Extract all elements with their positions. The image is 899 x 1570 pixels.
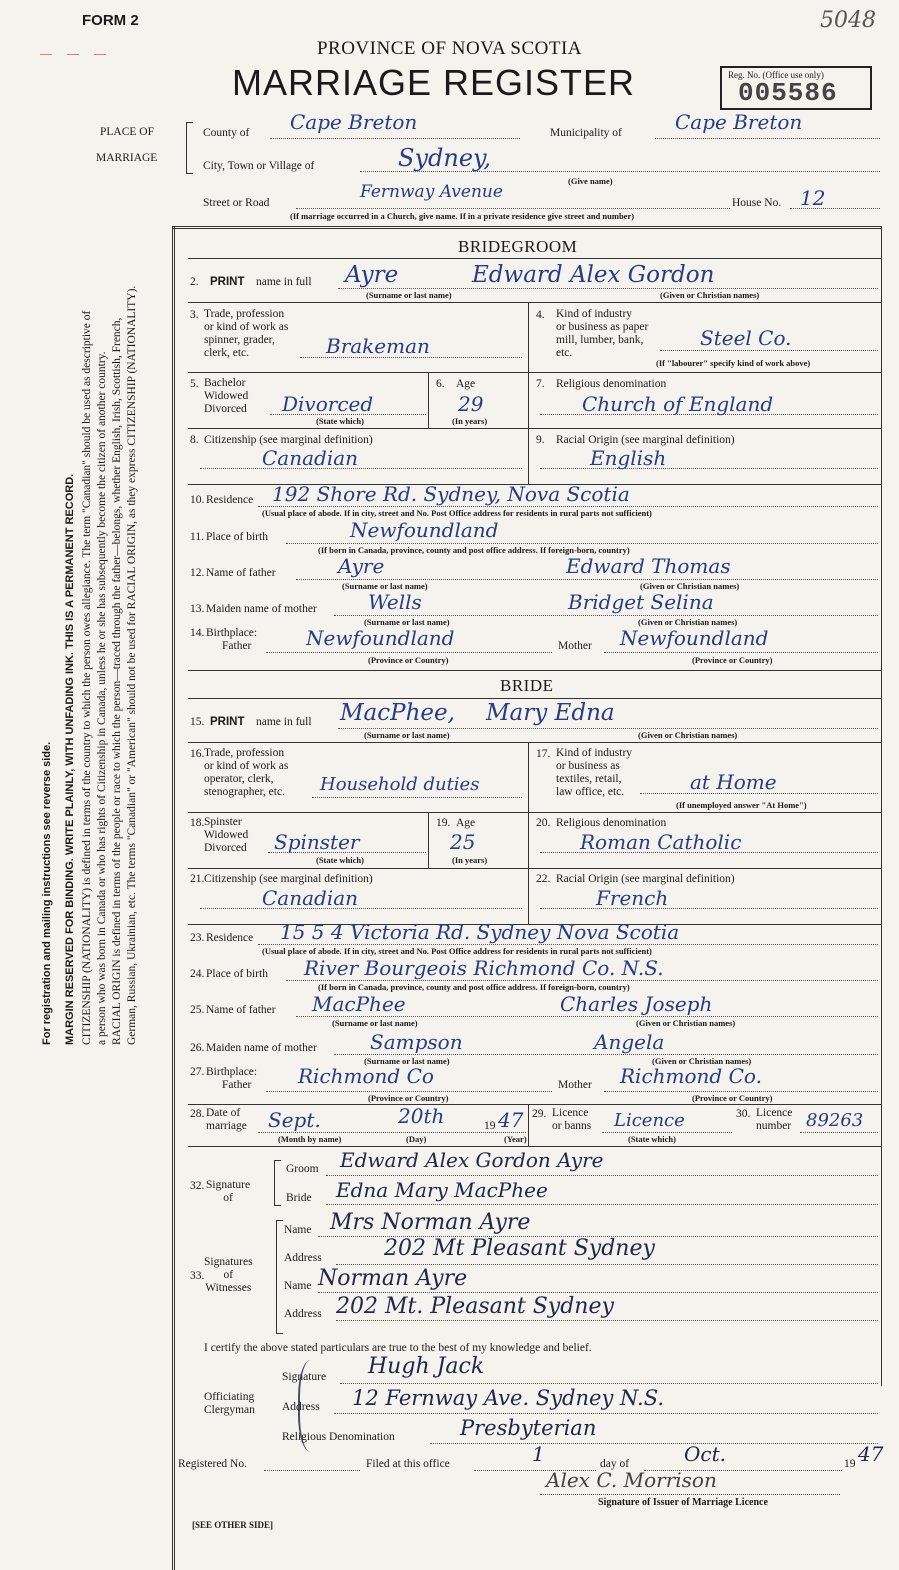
groom-age: 29 [458, 392, 484, 416]
bride-industry: at Home [690, 770, 777, 794]
bride-industry-label: Kind of industry or business as textiles, retail, law office, etc. [556, 747, 633, 798]
witness1-name: Mrs Norman Ayre [330, 1210, 531, 1235]
groom-citizenship-label: Citizenship (see marginal definition) [204, 434, 373, 446]
bride-racial-label: Racial Origin (see marginal definition) [556, 873, 735, 885]
place-bracket [186, 122, 193, 174]
date-label: Date of marriage [206, 1107, 247, 1132]
bride-citizenship: Canadian [262, 886, 359, 910]
bride-trade: Household duties [320, 774, 480, 795]
see-other-side: [SEE OTHER SIDE] [192, 1520, 274, 1530]
bride-father-label: Name of father [206, 1004, 276, 1016]
bride-age: 25 [450, 830, 476, 854]
bride-father-given: Charles Joseph [560, 992, 713, 1016]
groom-surname: Ayre [345, 262, 399, 288]
bride-religion-label: Religious denomination [556, 817, 667, 829]
groom-trade-label: Trade, profession or kind of work as spinner, grader, clerk, etc. [204, 308, 289, 359]
bride-residence-label: Residence [206, 932, 254, 944]
witness2-name: Norman Ayre [318, 1266, 468, 1291]
bride-status: Spinster [274, 830, 360, 854]
groom-mother-given: Bridget Selina [568, 590, 714, 614]
filed-label: Filed at this office [366, 1458, 450, 1470]
bride-citizenship-label: Citizenship (see marginal definition) [204, 873, 373, 885]
groom-religion: Church of England [582, 392, 774, 416]
bride-given: Mary Edna [486, 700, 615, 726]
witness1-address: 202 Mt Pleasant Sydney [384, 1236, 655, 1261]
groom-age-label: Age [456, 378, 476, 390]
bride-racial: French [596, 886, 669, 910]
bride-bp-mother: Richmond Co. [620, 1064, 762, 1088]
groom-print-label: PRINT [210, 276, 245, 288]
street-value: Fernway Avenue [360, 182, 503, 202]
filed-day: 1 [532, 1442, 545, 1466]
groom-industry-label: Kind of industry or business as paper mill, lumber, bank, etc. [556, 308, 649, 359]
groom-status-label: Bachelor Widowed Divorced [204, 377, 249, 415]
bride-trade-label: Trade, profession or kind of work as operator, clerk, stenographer, etc. [204, 747, 289, 798]
province-title: PROVINCE OF NOVA SCOTIA [316, 38, 583, 59]
clergy-denomination: Presbyterian [460, 1416, 597, 1440]
groom-religion-label: Religious denomination [556, 378, 667, 390]
bride-mother-surname: Sampson [370, 1030, 463, 1054]
groom-father-label: Name of father [206, 567, 276, 579]
certify-statement: I certify the above stated particulars are true to the best of my knowledge and belief. [204, 1342, 592, 1354]
clergy-label: Officiating Clergyman [204, 1391, 255, 1416]
city-label: City, Town or Village of [203, 160, 315, 172]
groom-father-given: Edward Thomas [566, 554, 731, 578]
house-label: House No. [732, 197, 782, 209]
marriage-month: Sept. [268, 1108, 321, 1132]
groom-mother-label: Maiden name of mother [206, 603, 317, 615]
bride-father-surname: MacPhee [312, 992, 406, 1016]
filed-year: 47 [858, 1442, 884, 1466]
margin-line-5: RACIAL ORIGIN is defined in terms of the people or race to which the person—traced through the father—belongs, whether English, Irish, Scottish, French, [111, 317, 123, 1045]
groom-residence-label: Residence [206, 494, 254, 506]
groom-bp-father-label: Father [222, 640, 252, 652]
groom-bp-label: Birthplace: [206, 627, 258, 639]
groom-father-surname: Ayre [338, 554, 385, 578]
reg-caption: Reg. No. (Office use only) [728, 70, 824, 80]
issuer-label: Signature of Issuer of Marriage Licence [598, 1497, 768, 1508]
bride-age-label: Age [456, 817, 476, 829]
groom-racial: English [590, 446, 667, 470]
groom-given: Edward Alex Gordon [472, 262, 715, 288]
bride-bp-label: Birthplace: [206, 1066, 258, 1078]
municipality-label: Municipality of [550, 127, 622, 139]
bridegroom-heading: BRIDEGROOM [458, 237, 578, 256]
bride-bp-father: Richmond Co [298, 1064, 434, 1088]
licence-number-label: Licence number [756, 1107, 793, 1132]
margin-line-2: MARGIN RESERVED FOR BINDING. WRITE PLAINLY, WITH UNFADING INK. THIS IS A PERMANENT RECORD. [64, 473, 76, 1045]
filed-month: Oct. [684, 1442, 726, 1466]
licence-type: Licence [614, 1110, 685, 1131]
bride-mother-label: Maiden name of mother [206, 1042, 317, 1054]
form-number: FORM 2 [82, 12, 139, 29]
clergy-address: 12 Fernway Ave. Sydney N.S. [352, 1386, 665, 1410]
bride-print-label: PRINT [210, 716, 245, 728]
groom-racial-label: Racial Origin (see marginal definition) [556, 434, 735, 446]
bride-surname: MacPhee, [340, 700, 455, 726]
bride-mother-given: Angela [594, 1030, 665, 1054]
groom-status: Divorced [282, 392, 374, 416]
groom-mother-surname: Wells [368, 590, 422, 614]
groom-birthplace: Newfoundland [350, 518, 499, 542]
margin-line-3: CITIZENSHIP (NATIONALITY) is defined in terms of the country to which the person owes allegiance. The term "Canadian" should be used as descriptive of [81, 310, 93, 1045]
signature-flourish [298, 1360, 330, 1452]
margin-line-6: German, Russian, Ukrainian, etc. The terms "Canadian" or "American" should not be used for RACIAL ORIGIN, as they express CITIZENSHIP (NATIONALITY). [126, 285, 138, 1045]
groom-industry: Steel Co. [700, 326, 792, 350]
bride-bp-father-label: Father [222, 1079, 252, 1091]
street-label: Street or Road [203, 197, 270, 209]
bride-birthplace: River Bourgeois Richmond Co. N.S. [304, 956, 664, 980]
licence-label: Licence or banns [552, 1107, 592, 1132]
clergy-signature: Hugh Jack [368, 1354, 485, 1379]
marriage-day: 20th [398, 1104, 445, 1128]
bride-heading: BRIDE [500, 676, 554, 695]
bride-residence: 15 5 4 Victoria Rd. Sydney Nova Scotia [280, 920, 680, 944]
municipality-value: Cape Breton [675, 110, 803, 134]
groom-birthplace-label: Place of birth [206, 531, 268, 543]
groom-signature: Edward Alex Gordon Ayre [340, 1148, 604, 1172]
groom-bp-mother: Newfoundland [620, 626, 769, 650]
page-title: MARRIAGE REGISTER [232, 62, 636, 103]
county-value: Cape Breton [290, 110, 418, 134]
groom-bp-mother-label: Mother [558, 640, 592, 652]
bride-religion: Roman Catholic [580, 830, 742, 854]
groom-name-label: name in full [256, 276, 312, 288]
place-label-2: MARRIAGE [96, 152, 158, 164]
decorative-dashes: — — — [40, 46, 112, 60]
groom-sig-label: Groom [286, 1163, 319, 1175]
bride-birthplace-label: Place of birth [206, 968, 268, 980]
bride-name-label: name in full [256, 716, 312, 728]
bride-status-label: Spinster Widowed Divorced [204, 816, 249, 854]
street-hint: (If marriage occurred in a Church, give name. If in a private residence give street and number) [290, 211, 635, 221]
bride-sig-label: Bride [286, 1192, 312, 1204]
groom-trade: Brakeman [326, 334, 430, 358]
place-label-1: PLACE OF [100, 126, 154, 138]
bride-signature: Edna Mary MacPhee [336, 1178, 548, 1202]
bride-bp-mother-label: Mother [558, 1079, 592, 1091]
corner-number: 5048 [820, 8, 876, 33]
city-value: Sydney, [398, 144, 492, 172]
reg-number: 005586 [738, 78, 838, 108]
groom-residence: 192 Shore Rd. Sydney, Nova Scotia [272, 482, 630, 506]
house-value: 12 [800, 186, 826, 210]
witness-label: Signatures of Witnesses [204, 1256, 253, 1294]
signature-label: Signature of [206, 1179, 251, 1204]
margin-line-1: For registration and mailing instructions see reverse side. [41, 741, 53, 1045]
registered-no-label: Registered No. [178, 1458, 247, 1470]
witness2-address: 202 Mt. Pleasant Sydney [336, 1294, 614, 1319]
county-label: County of [203, 127, 250, 139]
groom-citizenship: Canadian [262, 446, 359, 470]
margin-instructions [40, 285, 140, 1045]
margin-line-4: a person who was born in Canada or who has rights of Citizenship in Canada, unless he or she has subsequently become the citizen of another country. [96, 351, 108, 1045]
reg-number-box [720, 66, 872, 110]
issuer-signature: Alex C. Morrison [546, 1468, 717, 1492]
city-hint: (Give name) [568, 176, 613, 186]
marriage-year: 47 [498, 1108, 524, 1132]
groom-bp-father: Newfoundland [306, 626, 455, 650]
licence-number: 89263 [806, 1110, 864, 1131]
